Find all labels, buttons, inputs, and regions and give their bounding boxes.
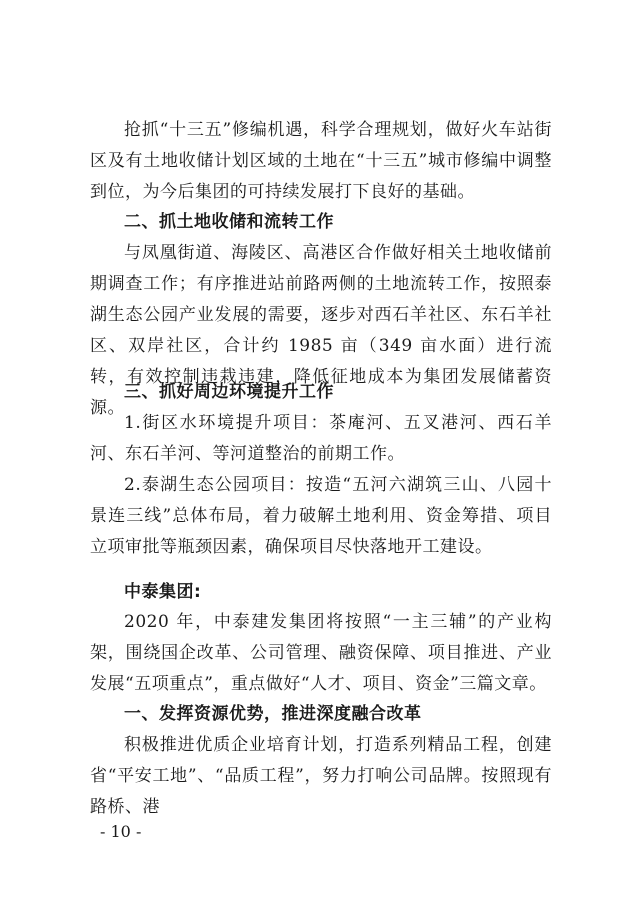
paragraph-ecological-park: 2.泰湖生态公园项目：按造“五河六湖筑三山、八园十景连三线”总体布局，着力破解土地利用、资金筹措、项目立项审批等瓶颈因素，确保项目尽快落地开工建设。 bbox=[90, 475, 552, 557]
paragraph-land-planning: 抢抓“十三五”修编机遇，科学合理规划，做好火车站街区及有土地收储计划区域的土地在“十三五”城市修编中调整到位，为今后集团的可持续发展打下良好的基础。 bbox=[90, 120, 552, 202]
page-number: - 10 - bbox=[100, 822, 142, 841]
paragraph-zhongtai-overview: 2020 年，中泰建发集团将按照“一主三辅”的产业构架，围绕国企改革、公司管理、融资保障、项目推进、产业发展“五项重点”，重点做好“人才、项目、资金”三篇文章。 bbox=[90, 612, 552, 694]
section-heading-land-storage: 二、抓土地收储和流转工作 bbox=[124, 212, 334, 232]
company-heading-zhongtai: 中泰集团: bbox=[124, 582, 202, 602]
paragraph-reform: 积极推进优质企业培育计划，打造系列精品工程，创建省“平安工地”、“品质工程”，努力打响公司品牌。按照现有路桥、港 bbox=[90, 735, 552, 817]
section-heading-reform: 一、发挥资源优势，推进深度融合改革 bbox=[124, 704, 422, 724]
paragraph-land-storage: 与凤凰街道、海陵区、高港区合作做好相关土地收储前期调查工作；有序推进站前路两侧的土地流转工作，按照泰湖生态公园产业发展的需要，逐步对西石羊社区、东石羊社区、双岸社区，合计约 1985 亩（349 亩水面）进行流转，有效控制违栽违建，降低征地成本为集团发展储蓄资源。 bbox=[90, 243, 552, 418]
paragraph-water-environment: 1.街区水环境提升项目：茶庵河、五叉港河、西石羊河、东石羊河、等河道整治的前期工作。 bbox=[90, 413, 552, 464]
section-heading-environment: 三、抓好周边环境提升工作 bbox=[124, 382, 334, 402]
